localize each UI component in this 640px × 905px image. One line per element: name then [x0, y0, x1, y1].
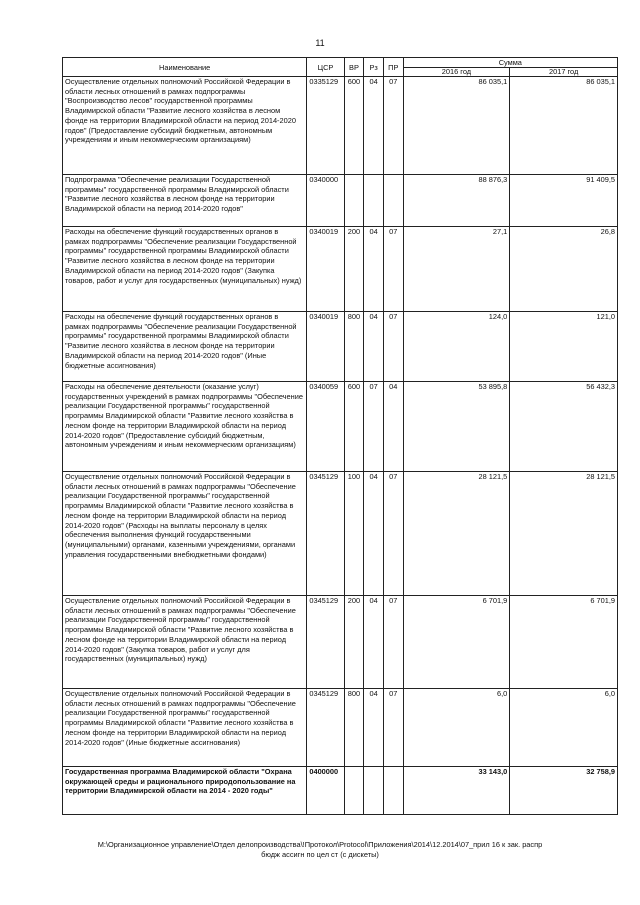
row-sum-2016: 33 143,0: [403, 767, 510, 815]
header-year-2017: 2017 год: [510, 68, 618, 77]
header-year-2016: 2016 год: [403, 68, 510, 77]
header-rz: Рз: [364, 58, 384, 77]
table-row: [63, 77, 618, 175]
table-row: [63, 382, 618, 472]
row-sum-2016: 27,1: [403, 227, 510, 312]
row-name: Подпрограмма "Обеспечение реализации Государственной программы" государственной программы Владимирской области "Развитие лесного хозяйства в лесном фонде на территории Владимирской области на период 2014-2020 годов": [63, 175, 307, 227]
row-sum-2017: 121,0: [510, 312, 618, 382]
header-vr: ВР: [344, 58, 364, 77]
row-sum-2016: 88 876,3: [403, 175, 510, 227]
footer-line-1: M:\Организационное управление\Отдел делопроизводства\!Протокол\Protocol\Приложения\2014\12.2014\07_прил 16 к зак. распр: [97, 840, 543, 849]
row-vr: [344, 175, 364, 227]
table-row: [63, 175, 618, 227]
row-vr: [344, 767, 364, 815]
row-rz: 04: [364, 77, 384, 175]
row-csr: 0340019: [307, 227, 344, 312]
table-row: [63, 596, 618, 689]
budget-table: [62, 57, 618, 815]
row-vr: 800: [344, 689, 364, 767]
row-csr: 0340059: [307, 382, 344, 472]
header-sum: Сумма: [403, 58, 617, 68]
row-csr: 0345129: [307, 689, 344, 767]
row-sum-2017: 56 432,3: [510, 382, 618, 472]
row-sum-2017: 32 758,9: [510, 767, 618, 815]
row-csr: 0340000: [307, 175, 344, 227]
row-pr: [383, 767, 403, 815]
header-csr: ЦСР: [307, 58, 344, 77]
row-sum-2016: 6,0: [403, 689, 510, 767]
row-pr: 07: [383, 77, 403, 175]
row-pr: 07: [383, 596, 403, 689]
row-pr: 04: [383, 382, 403, 472]
row-sum-2017: 26,8: [510, 227, 618, 312]
row-pr: [383, 175, 403, 227]
row-vr: 600: [344, 77, 364, 175]
row-rz: 04: [364, 472, 384, 596]
row-name: Осуществление отдельных полномочий Российской Федерации в области лесных отношений в рамках подпрограммы "Воспроизводство лесов" государственной программы Владимирской области "Развитие лесного хозяйства в лесном фонде на территории Владимирской области на период 2014-2020 годов" (Предоставление субсидий бюджетным, автономным учреждениям и иным некоммерческим организациям): [63, 77, 307, 175]
row-csr: 0345129: [307, 596, 344, 689]
row-csr: 0345129: [307, 472, 344, 596]
row-pr: 07: [383, 472, 403, 596]
row-name: Расходы на обеспечение функций государственных органов в рамках подпрограммы "Обеспечение реализации Государственной программы" государственной программы Владимирской области "Развитие лесного хозяйства в лесном фонде на территории Владимирской области на период 2014-2020 годов" (Иные бюджетные ассигнования): [63, 312, 307, 382]
row-rz: [364, 175, 384, 227]
table-row: [63, 689, 618, 767]
row-name: Осуществление отдельных полномочий Российской Федерации в области лесных отношений в рамках подпрограммы "Обеспечение реализации Государственной программы" государственной программы Владимирской области "Развитие лесного хозяйства в лесном фонде на территории Владимирской области на период 2014-2020 годов" (Закупка товаров, работ и услуг для государственных (муниципальных) нужд): [63, 596, 307, 689]
row-sum-2016: 86 035,1: [403, 77, 510, 175]
row-sum-2016: 28 121,5: [403, 472, 510, 596]
row-name: Расходы на обеспечение деятельности (оказание услуг) государственных учреждений в рамках подпрограммы "Обеспечение реализации Государственной программы" государственной программы Владимирской области "Развитие лесного хозяйства в лесном фонде на территории Владимирской области на период 2014-2020 годов" (Предоставление субсидий бюджетным, автономным учреждениям и иным некоммерческим организациям): [63, 382, 307, 472]
row-pr: 07: [383, 312, 403, 382]
row-sum-2017: 6,0: [510, 689, 618, 767]
row-rz: 07: [364, 382, 384, 472]
row-rz: 04: [364, 227, 384, 312]
row-sum-2016: 6 701,9: [403, 596, 510, 689]
row-name: Расходы на обеспечение функций государственных органов в рамках подпрограммы "Обеспечение реализации Государственной программы" государственной программы Владимирской области "Развитие лесного хозяйства в лесном фонде на территории Владимирской области на период 2014-2020 годов" (Закупка товаров, работ и услуг для государственных (муниципальных) нужд): [63, 227, 307, 312]
file-path-footer: [20, 840, 620, 860]
row-rz: [364, 767, 384, 815]
row-vr: 200: [344, 596, 364, 689]
row-rz: 04: [364, 689, 384, 767]
row-sum-2017: 6 701,9: [510, 596, 618, 689]
row-rz: 04: [364, 312, 384, 382]
row-sum-2016: 124,0: [403, 312, 510, 382]
row-sum-2017: 86 035,1: [510, 77, 618, 175]
row-name: Осуществление отдельных полномочий Российской Федерации в области лесных отношений в рамках подпрограммы "Обеспечение реализации Государственной программы" государственной программы Владимирской области "Развитие лесного хозяйства в лесном фонде на территории Владимирской области на период 2014-2020 годов" (Иные бюджетные ассигнования): [63, 689, 307, 767]
table-row: [63, 767, 618, 815]
row-name: Осуществление отдельных полномочий Российской Федерации в области лесных отношений в рамках подпрограммы "Обеспечение реализации Государственной программы" государственной программы Владимирской области "Развитие лесного хозяйства в лесном фонде на территории Владимирской области на период 2014-2020 годов" (Расходы на выплаты персоналу в целях обеспечения выполнения функций государственными (муниципальными) органами, казенными учреждениями, органами управления государственными внебюджетными фондами): [63, 472, 307, 596]
row-vr: 200: [344, 227, 364, 312]
row-vr: 600: [344, 382, 364, 472]
table-row: [63, 472, 618, 596]
table-row: [63, 227, 618, 312]
header-name: Наименование: [63, 58, 307, 77]
page-number: 11: [315, 38, 325, 48]
row-pr: 07: [383, 227, 403, 312]
row-sum-2017: 28 121,5: [510, 472, 618, 596]
row-csr: 0335129: [307, 77, 344, 175]
row-sum-2017: 91 409,5: [510, 175, 618, 227]
row-csr: 0340019: [307, 312, 344, 382]
row-pr: 07: [383, 689, 403, 767]
table-row: [63, 312, 618, 382]
row-vr: 800: [344, 312, 364, 382]
row-vr: 100: [344, 472, 364, 596]
row-sum-2016: 53 895,8: [403, 382, 510, 472]
footer-line-2: бюдж ассигн по цел ст (с дискеты): [261, 850, 379, 859]
header-pr: ПР: [383, 58, 403, 77]
row-name: Государственная программа Владимирской области "Охрана окружающей среды и рационального природопользование на территории Владимирской области на 2014 - 2020 годы": [63, 767, 307, 815]
row-csr: 0400000: [307, 767, 344, 815]
row-rz: 04: [364, 596, 384, 689]
